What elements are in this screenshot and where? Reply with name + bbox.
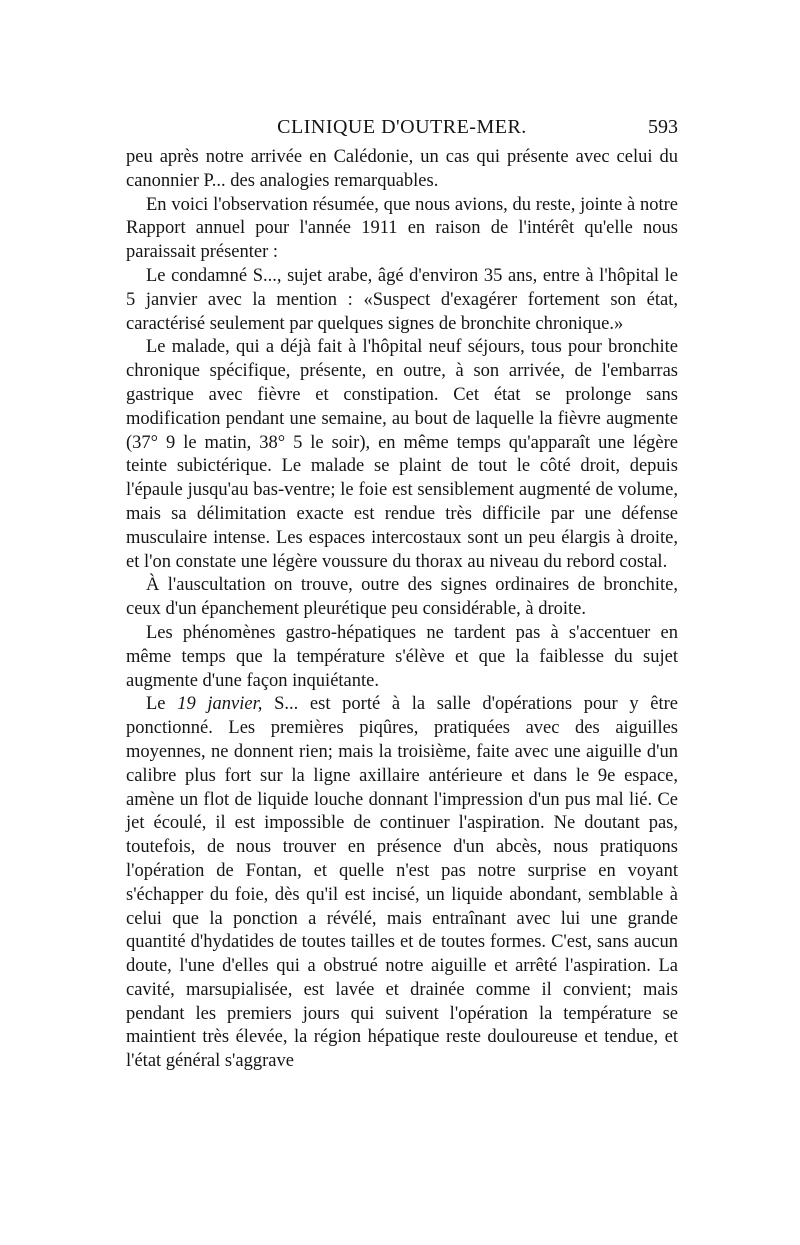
paragraph-1: peu après notre arrivée en Calédonie, un cas qui présente avec celui du canonnier P... des analogies remarquables. (126, 147, 678, 191)
paragraph-7-date: 19 janvier, (177, 694, 263, 715)
paragraph-7-rest: S... est porté à la salle d'opérations pour y être ponctionné. Les premières piqûres, pratiquées avec des aiguilles moyennes, ne donnent rien; mais la troisième, faite avec une aiguille d'un calibre plus fort sur la ligne axillaire antérieure et dans le 9e espace, amène un flot de liquide louche donnant l'impression d'un pus mal lié. Ce jet écoulé, il est impossible de continuer l'aspiration. Ne doutant pas, toutefois, de nous trouver en présence d'un abcès, nous pratiquons l'opération de Fontan, et quelle n'est pas notre surprise en voyant s'échapper du foie, dès qu'il est incisé, un liquide abondant, semblable à celui que la ponction a révélé, mais entraînant avec lui une grande quantité d'hydatides de toutes tailles et de toutes formes. C'est, sans aucun doute, l'une d'elles qui a obstrué notre aiguille et arrêté l'aspiration. La cavité, marsupialisée, est lavée et drainée comme il convient; mais pendant les premiers jours qui suivent l'opération la température se maintient très élevée, la région hépatique reste douloureuse et tendue, et l'état général s'aggrave (126, 694, 678, 1072)
page-header (126, 114, 678, 142)
body-text (126, 146, 678, 1074)
paragraph-7-start: Le (146, 694, 178, 715)
paragraph-6: Les phénomènes gastro-hépatiques ne tardent pas à s'accentuer en même temps que la température s'élève et que la faiblesse du sujet augmente d'une façon inquiétante. (126, 622, 678, 691)
paragraph-7 (126, 693, 678, 1074)
page-number: 593 (648, 116, 678, 138)
paragraph-4: Le malade, qui a déjà fait à l'hôpital neuf séjours, tous pour bronchite chronique spécifique, présente, en outre, à son arrivée, de l'embarras gastrique avec fièvre et constipation. Cet état se prolonge sans modification pendant une semaine, au bout de laquelle la fièvre augmente (37° 9 le matin, 38° 5 le soir), en même temps qu'apparaît une légère teinte subictérique. Le malade se plaint de tout le côté droit, depuis l'épaule jusqu'au bas-ventre; le foie est sensiblement augmenté de volume, mais sa délimitation exacte est rendue très difficile par une défense musculaire intense. Les espaces intercostaux sont un peu élargis à droite, et l'on constate une légère voussure du thorax au niveau du rebord costal. (126, 337, 678, 572)
paragraph-3: Le condamné S..., sujet arabe, âgé d'environ 35 ans, entre à l'hôpital le 5 janvier avec la mention : «Suspect d'exagérer fortement son état, caractérisé seulement par quelques signes de bronchite chronique.» (126, 265, 678, 334)
running-title: CLINIQUE D'OUTRE-MER. (277, 116, 527, 138)
paragraph-5: À l'auscultation on trouve, outre des signes ordinaires de bronchite, ceux d'un épanchement pleurétique peu considérable, à droite. (126, 575, 678, 620)
paragraph-2: En voici l'observation résumée, que nous avions, du reste, jointe à notre Rapport annuel pour l'année 1911 en raison de l'intérêt qu'elle nous paraissait présenter : (126, 194, 678, 263)
